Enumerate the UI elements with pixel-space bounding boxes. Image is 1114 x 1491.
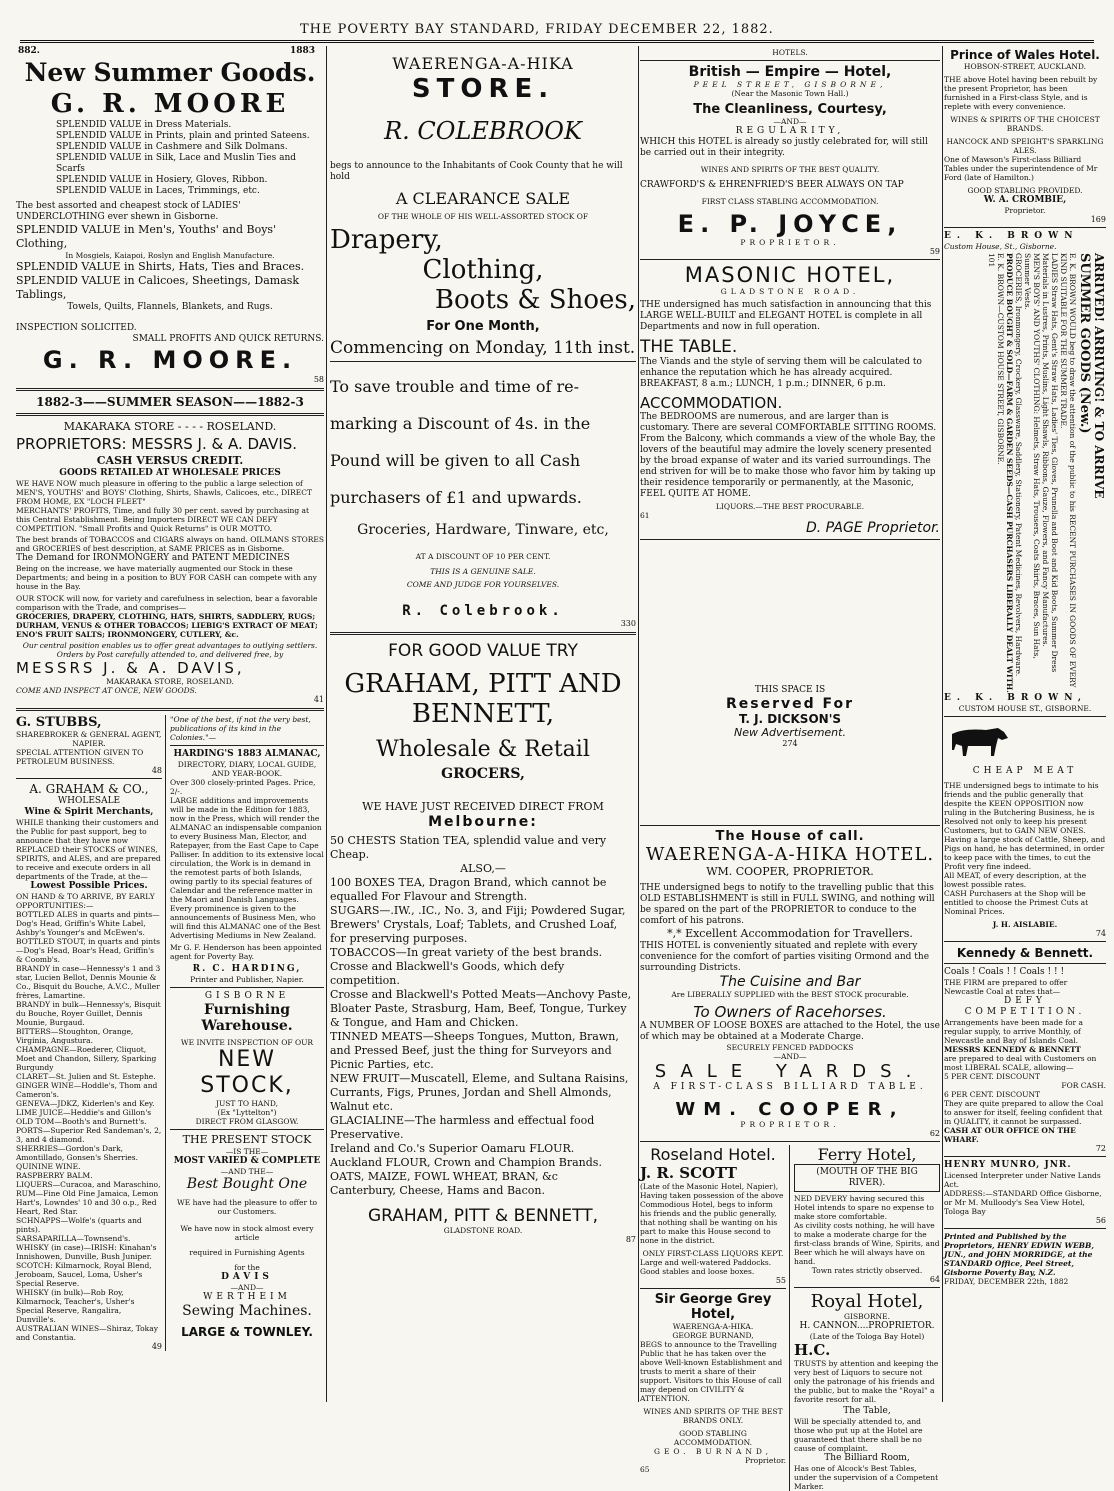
- ad-number: 55: [775, 1276, 786, 1285]
- harding-quote: "One of the best, if not the very best, publications of its kind in the Colonies."—: [170, 715, 311, 742]
- column-1: [16, 58, 324, 1402]
- list-item: RASPBERRY BALM.: [16, 1171, 93, 1180]
- ferry-mouth: (MOUTH OF THE BIG RIVER).: [794, 1164, 940, 1192]
- pow-stabling: GOOD STABLING PROVIDED.: [967, 186, 1083, 195]
- groceries-list: GROCERIES, DRAPERY, CLOTHING, HATS, SHIRTS, SADDLERY, RUGS; DURHAM, VENUS & OTHER TOBACCOS; LIEBIG'S EXTRACT OF MEAT; ENO'S FRUIT SALTS; IRONMONGERY, CUTLERY, &c.: [16, 612, 318, 639]
- melbourne: Melbourne:: [428, 814, 538, 830]
- and-1: —AND—: [773, 117, 807, 126]
- dickson: T. J. DICKSON'S: [738, 712, 842, 726]
- gpb-title: GRAHAM, PITT AND BENNETT,: [344, 669, 622, 729]
- moore-footer: G. R. MOORE.: [42, 346, 298, 374]
- graham-trade: Wine & Spirit Merchants,: [24, 807, 154, 817]
- royal-town: GISBORNE.: [844, 1312, 890, 1321]
- graham-prices: Lowest Possible Prices.: [30, 881, 148, 891]
- furn-davis: DAVIS: [221, 1272, 273, 1282]
- furn-sewing: Sewing Machines.: [182, 1303, 312, 1319]
- wholesale-retail: Wholesale & Retail: [376, 737, 590, 762]
- british-empire: British — Empire — Hotel,: [688, 64, 892, 80]
- list-item: PORTS—Superior Red Sandeman's, 2, 3, and 4 diamond.: [16, 1126, 162, 1144]
- ad-number: 101: [987, 253, 996, 268]
- cooper-proprietor: WM. COOPER, PROPRIETOR.: [706, 865, 874, 878]
- harding-body2: Every prominence is given to the announcements of Business Men, who will find this ALMANAC one of the Best Advertising Mediums in New Zealand.: [170, 904, 321, 940]
- furn-ex: (Ex "Lyttelton"): [217, 1108, 277, 1117]
- harding-body: LARGE additions and improvements will be made in the Edition for 1883, now in the Press, which will render the ALMANAC an indispensable companion to every Business Man, Elector, and Ratepayer, from the East Cape to Cape Palliser. In addition to its extensive local circulation, the Work is in demand in the remotest parts of both Islands, owing partly to its special features of Calendar and the reference matter in the Maori and Danish Languages.: [170, 796, 324, 904]
- masthead-left-number: 882.: [18, 46, 40, 56]
- the-table: THE TABLE.: [640, 337, 738, 357]
- billiard-text: Has one of Alcock's Best Tables, under the supervision of a Competent Marker.: [794, 1464, 939, 1491]
- masthead-rule: [20, 40, 1094, 43]
- kb-quality: They are quite prepared to allow the Coal to answer for itself, feeling confident that in QUALITY, it cannot be surpassed.: [944, 1099, 1104, 1126]
- coals: Coals ! Coals ! ! Coals ! ! !: [944, 967, 1065, 977]
- list-item: Crosse and Blackwell's Goods, which defy competition.: [330, 960, 565, 987]
- summer-goods-new: SUMMER GOODS (New.): [1077, 253, 1092, 434]
- list-item: GINGER WINE—Hoddle's, Thom and Cameron's.: [16, 1081, 158, 1099]
- kb-for-cash: FOR CASH.: [1061, 1081, 1106, 1090]
- celebrated: WHICH this HOTEL is already so justly celebrated for, will still be carried out in their integrity.: [640, 137, 928, 158]
- new-advertisement: New Advertisement.: [734, 726, 846, 739]
- ad-number: 64: [929, 1275, 940, 1284]
- paddocks: SECURELY FENCED PADDOCKS: [726, 1043, 854, 1052]
- sir-george-grey: Sir George Grey Hotel,: [654, 1292, 772, 1322]
- furn-present: THE PRESENT STOCK: [182, 1133, 312, 1146]
- ad-number: 274: [782, 739, 798, 748]
- royal-hotel: Royal Hotel,: [810, 1291, 924, 1312]
- list-item: QUININE WINE.: [16, 1162, 81, 1171]
- gpb-signature: GRAHAM, PITT & BENNETT,: [367, 1206, 599, 1226]
- kb-wharf: CASH AT OUR OFFICE ON THE WHARF.: [944, 1126, 1076, 1144]
- waerenga-hotel: WAERENGA-A-HIKA HOTEL.: [645, 844, 935, 865]
- henry-munro: HENRY MUNRO, JNR.: [944, 1160, 1072, 1170]
- cannon-late: (Late of the Tologa Bay Hotel): [809, 1332, 925, 1341]
- kennedy-bennett: Kennedy & Bennett.: [956, 946, 1094, 960]
- stock-note: OUR STOCK will now, for variety and carefulness in selection, bear a favorable comparison with the Trade, and comprises—: [16, 594, 318, 612]
- gpb-list: [330, 834, 636, 1198]
- column-3a: [640, 1145, 790, 1491]
- clearance-sub: OF THE WHOLE OF HIS WELL-ASSORTED STOCK OF: [377, 212, 589, 221]
- grocers: GROCERS,: [441, 766, 525, 782]
- sgg-name: GEORGE BURNAND,: [672, 1331, 754, 1340]
- harding-title: HARDING'S 1883 ALMANAC,: [173, 749, 321, 759]
- furn-new-stock: NEW STOCK,: [200, 1047, 294, 1098]
- list-item: Canterbury, Cheese, Hams and Bacon.: [330, 1184, 545, 1197]
- house-of-call: The House of call.: [715, 829, 865, 844]
- column-3: [640, 48, 940, 1491]
- ek-ladies: LADIES Straw Hats, Gent's Straw Hats, Ladies' Ties, Gloves, Prunella and Boot and Kid Boots, Summer Dress Materials in Lustres, Prints, Muslins, Light Shawls, Ribbons, Gauze, Flowers, and Fancy Manufactures.: [1041, 253, 1059, 673]
- list-item: NEW FRUIT—Muscatell, Eleme, and Sultana Raisins, Currants, Figs, Prunes, Jordan and Shell Almonds, Walnut etc.: [330, 1072, 629, 1113]
- pow-ales: HANCOCK AND SPEIGHT'S SPARKLING ALES.: [946, 137, 1104, 155]
- masonic-hotel: MASONIC HOTEL,: [684, 263, 896, 287]
- scott-text: Having taken possession of the above Commodious Hotel, begs to inform his friends and the public generally, that nothing shall be wanting on his part to make this House second to none in the district.: [640, 1191, 784, 1245]
- ad-number: 72: [1095, 1144, 1106, 1153]
- list-item: WHISKY (in bulk)—Rob Roy, Kilmarnock, Teacher's, Usher's Special Reserve, Rangalira, Dunville's.: [16, 1288, 135, 1324]
- peel-street: PEEL STREET, GISBORNE,: [693, 80, 887, 89]
- ad-number: 41: [313, 695, 324, 704]
- sgg-wines: WINES AND SPIRITS OF THE BEST BRANDS ONLY.: [643, 1407, 783, 1425]
- kb-deal: are prepared to deal with Customers on most LIBERAL SCALE, allowing—: [944, 1054, 1097, 1072]
- stubbs-town: NAPIER.: [72, 739, 106, 748]
- moore-heading: G. R. MOORE: [50, 89, 290, 119]
- list-item: GENEVA—JDKZ, Kiderlen's and Key.: [16, 1099, 155, 1108]
- graham-list: [16, 910, 162, 1342]
- furn-large-townley: LARGE & TOWNLEY.: [181, 1325, 313, 1339]
- headline-new-summer-goods: New Summer Goods.: [24, 58, 316, 87]
- list-item: RUM—Fine Old Fine Jamaica, Lemon Hart's, Lowndes' 10 and 30 o.p., Red Heart, Red Star.: [16, 1189, 159, 1216]
- furn-invite: WE INVITE INSPECTION OF OUR: [180, 1038, 314, 1047]
- list-item: 100 BOXES TEA, Dragon Brand, which cannot be equalled For Flavour and Strength.: [330, 876, 607, 903]
- harding-sub: DIRECTORY, DIARY, LOCAL GUIDE, AND YEAR-BOOK.: [177, 760, 317, 778]
- munro-address: ADDRESS:—STANDARD Office Gisborne, or Mr M. Mulloody's Sea View Hotel, Tologa Bay: [944, 1189, 1102, 1216]
- and-2: —AND—: [773, 1052, 807, 1061]
- liberally-supplied: Are LIBERALLY SUPPLIED with the BEST STOCK procurable.: [671, 990, 909, 999]
- ad-number: 65: [640, 1465, 650, 1474]
- colebrook-store: STORE.: [411, 74, 555, 104]
- ad-number: 74: [1095, 929, 1106, 938]
- cheap-meat-stock: Having a large stock of Cattle, Sheep, and Pigs on hand, he has determined, in order to keep pace with the times, to cut the Profit very fine indeed.: [944, 835, 1106, 871]
- good-value: FOR GOOD VALUE TRY: [388, 641, 578, 661]
- ad-number: 62: [929, 1129, 940, 1138]
- towels-line: Towels, Quilts, Flannels, Blankets, and Rugs.: [67, 302, 273, 312]
- cash-vs-credit: CASH VERSUS CREDIT.: [96, 454, 244, 467]
- furn-and: —AND—: [230, 1283, 264, 1292]
- furn-isthe: —IS THE—: [225, 1147, 269, 1156]
- column-1b: [170, 715, 324, 1351]
- list-item: BOTTLED ALES in quarts and pints—Dog's Head, Griffin's White Label, Ashby's Younger's and McEwen's.: [16, 910, 160, 937]
- proprietors-line: PROPRIETORS: MESSRS J. & A. DAVIS.: [16, 435, 298, 453]
- commencing: Commencing on Monday, 11th inst.: [330, 338, 636, 358]
- column-1a: [16, 715, 166, 1351]
- season-banner: 1882-3——SUMMER SEASON——1882-3: [36, 395, 304, 409]
- masthead: [0, 0, 1114, 44]
- ek-brown-bottom: E. K. BROWN,: [944, 693, 1088, 703]
- furn-wertheim: WERTHEIM: [203, 1292, 291, 1302]
- moore-list: [16, 120, 324, 197]
- ten-percent: AT A DISCOUNT OF 10 PER CENT.: [415, 552, 551, 561]
- sgg-signature: GEO. BURNAND,: [653, 1447, 773, 1456]
- list-item: 50 CHESTS Station TEA, splendid value and very Cheap.: [330, 834, 607, 861]
- cheap-meat-text: THE undersigned begs to intimate to his friends and the public generally that despite the KEEN OPPOSITION now ruling in the Butchering Business, he is Resolved not only to keep his present Customers, but to GAIN NEW ONES.: [944, 781, 1099, 835]
- boots-shoes: Boots & Shoes,: [434, 285, 636, 315]
- list-item: SCHNAPPS—Wolfe's (quarts and pints).: [16, 1216, 142, 1234]
- column-3b: [794, 1145, 940, 1491]
- column-rule: [326, 46, 327, 1402]
- list-item: Auckland FLOUR, Crown and Champion Brands.: [330, 1156, 602, 1169]
- davis-signature: MESSRS J. & A. DAVIS,: [16, 659, 245, 677]
- gpb-address: GLADSTONE ROAD.: [443, 1226, 523, 1235]
- list-item: SPLENDID VALUE in Cashmere and Silk Dolmans.: [56, 142, 288, 152]
- kb-discount-6: 6 PER CENT. DISCOUNT: [944, 1090, 1041, 1099]
- stubbs-title: SHAREBROKER & GENERAL AGENT,: [16, 730, 162, 739]
- mens-clothing-sub: In Mosgiels, Kaiapoi, Roslyn and English Manufacture.: [65, 251, 275, 260]
- list-item: BITTERS—Stoughton, Orange, Virginia, Angustura.: [16, 1027, 134, 1045]
- table-text: The Viands and the style of serving them will be calculated to enhance the reputation which he has already acquired. BREAKFAST, 8 a.m.; LUNCH, 1 p.m.; DINNER, 6 p.m.: [640, 357, 922, 389]
- ek-brown-top: E. K. BROWN: [944, 231, 1079, 241]
- received-direct: WE HAVE JUST RECEIVED DIRECT FROM: [362, 800, 604, 813]
- colebrook-signature: R. Colebrook.: [402, 603, 564, 619]
- come-and-inspect: COME AND INSPECT AT ONCE, NEW GOODS.: [16, 686, 197, 695]
- harding-pages: Over 300 closely-printed Pages. Price, 2/-.: [170, 778, 316, 796]
- ferry-text2: As civility costs nothing, he will have to make a moderate charge for the first-class brands of Wine, Spirits, and Beer which he will always have on hand.: [794, 1221, 940, 1266]
- cheap-meat-rates: All MEAT, of every description, at the lowest possible rates.: [944, 871, 1087, 889]
- stabling: FIRST CLASS STABLING ACCOMMODATION.: [701, 197, 879, 206]
- list-item: Ireland and Co.'s Superior Oamaru FLOUR.: [330, 1142, 575, 1155]
- furn-town: GISBORNE: [204, 991, 290, 1001]
- column-rule: [942, 46, 943, 1402]
- mens-clothing: SPLENDID VALUE in Men's, Youths' and Boys' Clothing,: [16, 223, 277, 250]
- come-judge: COME AND JUDGE FOR YOURSELVES.: [406, 580, 560, 589]
- hc-initials: H.C.: [794, 1341, 831, 1359]
- davis-address: MAKARAKA STORE, ROSELAND.: [106, 677, 234, 686]
- list-item: TINNED MEATS—Sheeps Tongues, Mutton, Brawn, and Pressed Beef, just the thing for Surveyors and Picnic Parties, etc.: [330, 1030, 619, 1071]
- joyce-name: E. P. JOYCE,: [677, 210, 903, 238]
- sgg-proprietor: Proprietor.: [744, 1456, 786, 1465]
- reserved-for: Reserved For: [725, 696, 855, 712]
- ek-brown-bottom-addr: CUSTOM HOUSE ST., GISBORNE.: [958, 704, 1092, 713]
- masthead-right-number: 1883: [290, 46, 316, 56]
- furn-instock: We have now in stock almost every article: [180, 1224, 314, 1242]
- sgg-stabling: GOOD STABLING ACCOMMODATION.: [673, 1429, 753, 1447]
- cleanliness: The Cleanliness, Courtesy,: [693, 102, 887, 117]
- list-item: CLARET—St. Julien and St. Estephe.: [16, 1072, 156, 1081]
- list-item: SPLENDID VALUE in Hosiery, Gloves, Ribbon.: [56, 175, 268, 185]
- stubbs-special: SPECIAL ATTENTION GIVEN TO PETROLEUM BUSINESS.: [16, 748, 144, 766]
- list-item: SPLENDID VALUE in Dress Materials.: [56, 120, 232, 130]
- near-masonic: (Near the Masonic Town Hall.): [731, 89, 849, 98]
- harding-signature: R. C. HARDING,: [192, 964, 302, 974]
- accommodation-text: The BEDROOMS are numerous, and are larger than is customary. There are several COMFORTABLE SITTING ROOMS. From the Balcony, which commands a view of the whole Bay, the lovers of the beautiful may admire the lovely scenery presented by the broad expanse of water and its varied surroundings. The end striven for will be to make those who favor him by taking up their residence temporarily or permanently, at the Masonic, FEEL QUITE AT HOME.: [640, 412, 937, 499]
- list-item: BRANDY in bulk—Hennessy's, Bisquit du Bouche, Royer Guillet, Dennis Mounie, Burgaud.: [16, 1000, 161, 1027]
- ironmongery-demand: The Demand for IRONMONGERY and PATENT MEDICINES: [16, 553, 290, 563]
- ek-brown-top-addr: Custom House, St., Gisborne.: [944, 242, 1057, 251]
- excellent-accommodation: *,* Excellent Accommodation for Travellers.: [667, 927, 913, 940]
- crombie-prop: Proprietor.: [1004, 206, 1046, 215]
- harding-agent: Mr G. F. Henderson has been appointed agent for Poverty Bay.: [170, 943, 322, 961]
- furn-forthe: for the: [234, 1263, 260, 1272]
- list-item: BRANDY in case—Hennessy's 1 and 3 star, Lucien Bellot, Dennis Mounie & Co., Bisquit du Bouche, A.V.C., Muller frères, Lamartine.: [16, 964, 161, 1000]
- ek-produce: PRODUCE BOUGHT & SOLD—FARM & GARDEN SEEDS—CASH PURCHASERS LIBERALLY DEALT WITH.: [1005, 253, 1014, 693]
- clearance-sale: A CLEARANCE SALE: [395, 189, 571, 208]
- cooper-signature: WM. COOPER,: [675, 1099, 905, 1120]
- list-item: SPLENDID VALUE in Silk, Lace and Muslin Ties and Scarfs: [56, 153, 297, 174]
- pow-text: THE above Hotel having been rebuilt by the present Proprietor, has been furnished in a First-class Style, and is replete with every convenience.: [944, 75, 1098, 111]
- ferry-hotel: Ferry Hotel,: [817, 1145, 917, 1164]
- kb-messrs: MESSRS KENNEDY & BENNETT: [944, 1045, 1081, 1054]
- inspection-solicited: INSPECTION SOLICITED.: [16, 323, 137, 333]
- wines-best: WINES AND SPIRITS OF THE BEST QUALITY.: [700, 165, 880, 174]
- list-item: AUSTRALIAN WINES—Shiraz, Tokay and Constantia.: [16, 1324, 158, 1342]
- aislabie: J. H. AISLABIE.: [992, 920, 1058, 929]
- pow-billiard: One of Mawson's First-class Billiard Tables under the superintendence of Mr Ford (late of Hamilton.): [944, 155, 1098, 182]
- column-rule: [638, 46, 639, 1402]
- royal-table-text: Will be specially attended to, and those who put up at the Hotel are guaranteed that there shall be no cause of complaint.: [794, 1417, 923, 1453]
- ad-number: 58: [313, 375, 324, 384]
- roseland-hotel: Roseland Hotel.: [650, 1145, 776, 1164]
- cannon: H. CANNON....PROPRIETOR.: [799, 1321, 935, 1331]
- column-2: [330, 48, 636, 1402]
- furn-varied: MOST VARIED & COMPLETE: [173, 1156, 321, 1166]
- ad-number: 56: [1095, 1216, 1106, 1225]
- billiard-table: A FIRST-CLASS BILLIARD TABLE.: [653, 1082, 927, 1092]
- kb-discount-5: 5 PER CENT. DISCOUNT: [944, 1072, 1041, 1081]
- merchants-profits: MERCHANTS' PROFITS, Time, and fully 30 per cent. saved by purchasing at this Central Establishment. Being Importers DIRECT WE CAN DEFY COMPETITION. "Small Profits and Quick Returns" is OUR MOTTO.: [16, 506, 309, 533]
- graham-onhand: ON HAND & TO ARRIVE, BY EARLY OPPORTUNITIES:—: [16, 892, 155, 910]
- sgg-text: BEGS to announce to the Travelling Public that he has taken over the above Well-known Establishment and trusts to merit a share of their support. Visitors to this House of call may depend on CIVILITY & ATTENTION.: [640, 1340, 783, 1403]
- furn-required: required in Furnishing Agents: [189, 1248, 305, 1257]
- furn-glasgow: DIRECT FROM GLASGOW.: [195, 1117, 299, 1126]
- ek-groceries: GROCERIES, Ironmongery, Crockery, Glassware, Saddlery, Stationery, Patent Medicines, Revolvers, Hardware.: [1014, 253, 1023, 677]
- cooper-prop: PROPRIETOR.: [740, 1120, 840, 1129]
- small-profits: SMALL PROFITS AND QUICK RETURNS.: [132, 334, 324, 344]
- ad-number: 61: [640, 511, 650, 520]
- column-4: [944, 48, 1106, 1402]
- list-item: LIME JUICE—Heddie's and Gillon's: [16, 1108, 152, 1117]
- cheap-meat: CHEAP MEAT: [972, 766, 1078, 776]
- central-position: Our central position enables us to offer great advantages to outlying settlers. Orders by Post carefully attended to, and delivered free, by: [22, 641, 318, 659]
- paddocks-2: Large and well-watered Paddocks. Good stables and loose boxes.: [640, 1258, 772, 1276]
- graham-intro: WHILE thanking their customers and the Public for past support, beg to announce that they have now REPLACED their STOCKS of WINES, SPIRITS, and ALES, and are prepared to receive and execute orders in all departments of the Trade, at the—: [16, 818, 161, 881]
- cow-icon: [944, 724, 1014, 758]
- ek-brown-rotated: [944, 253, 1106, 693]
- ek-address: E. K. BROWN—CUSTOM HOUSE STREET, GISBORNE.: [996, 253, 1005, 465]
- stubbs-name: G. STUBBS,: [16, 715, 102, 730]
- list-item: OATS, MAIZE, FOWL WHEAT, BRAN, &c: [330, 1170, 558, 1183]
- list-item: OLD TOM—Booth's and Burnett's.: [16, 1117, 147, 1126]
- furn-pleasure: WE have had the pleasure to offer to our Customers.: [177, 1198, 317, 1216]
- ad-number: 169: [1090, 215, 1106, 224]
- ad-number: 49: [151, 1342, 162, 1351]
- shirts-line: SPLENDID VALUE in Shirts, Hats, Ties and Braces.: [16, 260, 305, 273]
- sgg-place: WAERENGA-A-HIKA.: [672, 1322, 754, 1331]
- defy-competition: DEFY COMPETITION.: [964, 996, 1086, 1017]
- loose-boxes: A NUMBER OF LOOSE BOXES are attached to the Hotel, the use of which may be obtained at a Moderate Charge.: [640, 1021, 940, 1042]
- harding-printer: Printer and Publisher, Napier.: [190, 975, 304, 984]
- scott-name: J. R. SCOTT: [640, 1164, 737, 1182]
- royal-table: The Table,: [843, 1406, 891, 1416]
- ad-number: 48: [151, 766, 162, 775]
- imprint-date: FRIDAY, DECEMBER 22th, 1882: [944, 1277, 1069, 1286]
- list-item: ALSO,—: [460, 862, 506, 875]
- arrived: ARRIVED! ARRIVING! & TO ARRIVE: [1092, 253, 1106, 499]
- ek-mens: MEN'S BOYS' AND YOUTHS' CLOTHING: Helmets, Straw Hats, Trousers, Coats Shirts, Braces, Sun Hats, Summer Vests.: [1023, 253, 1041, 659]
- kb-arrangements: Arrangements have been made for a regular supply, to arrive Monthly, of Newcastle and Bay of Islands Coal.: [944, 1018, 1083, 1045]
- list-item: LIQUERS—Curacoa, and Maraschino,: [16, 1180, 161, 1189]
- tobacco-brands: The best brands of TOBACCOS and CIGARS always on hand. OILMANS STORES and GROCERIES of best description, at SAME PRICES as in Gisborne.: [16, 535, 325, 553]
- list-item: SHERRIES—Gordon's Dark, Amontillado, Gonsen's Sherries.: [16, 1144, 139, 1162]
- furn-just: JUST TO HAND,: [215, 1099, 279, 1108]
- cheap-meat-cash: CASH Purchasers at the Shop will be entitled to choose the Primest Cuts at Nominal Prices.: [944, 889, 1089, 916]
- list-item: SPLENDID VALUE in Laces, Trimmings, etc.: [56, 186, 260, 196]
- joyce-proprietor: PROPRIETOR.: [740, 238, 840, 247]
- billiard-room: The Billiard Room,: [824, 1453, 910, 1463]
- davis-intro: WE HAVE NOW much pleasure in offering to the public a large selection of MEN'S, YOUTHS' and BOYS' Clothing, Shirts, Shawls, Calicoes, etc., DIRECT FROM HOME, EX "LOCH FLEET": [16, 479, 312, 506]
- scott-late: (Late of the Masonic Hotel, Napier),: [640, 1182, 779, 1191]
- furn-andthe: —AND THE—: [220, 1167, 274, 1176]
- list-item: TOBACCOS—In great variety of the best brands.: [330, 946, 603, 959]
- ek-intro: E. K. BROWN WOULD beg to draw the attention of the public to his RECENT PURCHASES IN GOODS OF EVERY KIND SUITABLE FOR THE SUMMER TRADE.: [1059, 253, 1077, 688]
- one-month: For One Month,: [426, 319, 540, 334]
- imprint: Printed and Published by the Proprietors, HENRY EDWIN WEBB, JUN., and JOHN MORRIDGE, at the STANDARD Office, Peel Street, Gisborne Poverty Bay, N.Z.: [944, 1232, 1094, 1277]
- pow-wines: WINES & SPIRITS OF THE CHOICEST BRANDS.: [950, 115, 1100, 133]
- graham-name: A. GRAHAM & CO.,: [29, 782, 149, 796]
- list-item: SUGARS—.IW., .IC., No. 3, and Fiji; Powdered Sugar, Brewers' Crystals, Loaf; Tablets, and Crushed Loaf, for preserving purposes.: [330, 904, 626, 945]
- regularity: REGULARITY,: [735, 126, 845, 136]
- goods-retailed: GOODS RETAILED AT WHOLESALE PRICES: [59, 468, 281, 478]
- hotel-situated: THIS HOTEL is conveniently situated and replete with every convenience for the comfort of parties visiting Ormond and the surrounding Districts.: [640, 941, 930, 973]
- munro-licensed: Licensed Interpreter under Native Lands Act.: [944, 1171, 1101, 1189]
- graham-wholesale: WHOLESALE: [57, 796, 121, 806]
- underclothing-text: The best assorted and cheapest stock of LADIES' UNDERCLOTHING ever shewn in Gisborne.: [16, 201, 241, 222]
- page-proprietor: D. PAGE Proprietor.: [805, 520, 940, 536]
- list-item: BOTTLED STOUT, in quarts and pints—Dog's Head, Boar's Head, Griffin's & Coomb's.: [16, 937, 161, 964]
- colebrook-name: R. COLEBROOK: [384, 117, 582, 145]
- genuine-sale: THIS IS A GENUINE SALE.: [430, 567, 536, 576]
- ferry-town: Town rates strictly observed.: [811, 1266, 923, 1275]
- sale-yards: SALE YARDS.: [654, 1061, 926, 1082]
- masthead-title: THE POVERTY BAY STANDARD, FRIDAY DECEMBER 22, 1882.: [300, 22, 774, 37]
- makaraka-store: MAKARAKA STORE - - - - ROSELAND.: [63, 420, 277, 433]
- discount-text: To save trouble and time of re-marking a Discount of 4s. in the Pound will be given to all Cash purchasers of £1 and upwards.: [330, 377, 591, 507]
- masonic-intro: THE undersigned has much satisfaction in announcing that this LARGE WELL-BUILT and ELEGANT HOTEL is complete in all Departments and now in full operation.: [640, 300, 932, 332]
- kb-firm: THE FIRM are prepared to offer Newcastle Coal at rates that—: [944, 978, 1068, 996]
- list-item: SARSAPARILLA—Townsend's.: [16, 1234, 131, 1243]
- clothing: Clothing,: [422, 255, 544, 285]
- gladstone-road: GLADSTONE ROAD.: [720, 287, 860, 296]
- ferry-text: NED DEVERY having secured this Hotel intends to spare no expense to make store comfortable.: [794, 1194, 934, 1221]
- list-item: Crosse and Blackwell's Potted Meats—Anchovy Paste, Bloater Paste, Strasburg, Ham, Beef, Tongue, Turkey & Tongue, and Ham and Chicken.: [330, 988, 632, 1029]
- ad-number: 59: [929, 247, 940, 256]
- groceries-hardware: Groceries, Hardware, Tinware, etc,: [357, 522, 609, 538]
- ironmongery-sub: Being on the increase, we have materially augmented our Stock in these Departments; and being in a position to BUY FOR CASH can compete with any house in the Bay.: [16, 564, 317, 591]
- ad-number: 330: [620, 619, 636, 628]
- calicoes-line: SPLENDID VALUE in Calicoes, Sheetings, Damask Tablings,: [16, 274, 300, 301]
- list-item: GLACIALINE—The harmless and effectual food Preservative.: [330, 1114, 595, 1141]
- furn-title: Furnishing Warehouse.: [201, 1002, 293, 1034]
- list-item: SPLENDID VALUE in Prints, plain and printed Sateens.: [56, 131, 310, 141]
- beer-on-tap: CRAWFORD'S & EHRENFRIED'S BEER ALWAYS ON TAP: [640, 180, 904, 190]
- hotels-heading: HOTELS.: [772, 48, 808, 57]
- list-item: WHISKY (in case)—IRISH: Kinahan's Innishowen, Dunville, Bush Juniper. SCOTCH: Kilmarnock, Royal Blend, Jeroboam, Saucel, Loma, Usher's Special Reserve.: [16, 1243, 157, 1288]
- royal-text: TRUSTS by attention and keeping the very best of Liquors to secure not only the patronage of his friends and the public, but to make the "Royal" a favorite resort for all.: [794, 1359, 939, 1404]
- drapery: Drapery,: [330, 225, 443, 255]
- hobson-street: HOBSON-STREET, AUCKLAND.: [963, 62, 1087, 71]
- racehorses: To Owners of Racehorses.: [693, 1003, 887, 1021]
- first-class-liquors: ONLY FIRST-CLASS LIQUORS KEPT.: [642, 1249, 784, 1258]
- crombie: W. A. CROMBIE,: [983, 195, 1067, 205]
- liquors: LIQUORS.—THE BEST PROCURABLE.: [715, 502, 865, 511]
- cuisine-bar: The Cuisine and Bar: [719, 974, 861, 990]
- prince-of-wales: Prince of Wales Hotel.: [950, 48, 1100, 62]
- ad-number: 87: [625, 1235, 636, 1244]
- colebrook-announce: begs to announce to the Inhabitants of Cook County that he will hold: [330, 161, 623, 182]
- reserved-space: THIS SPACE IS: [754, 685, 826, 695]
- furn-best: Best Bought One: [186, 1176, 308, 1192]
- cooper-intro: THE undersigned begs to notify to the travelling public that this OLD ESTABLISHMENT is still in FULL SWING, and nothing will be spared on the part of the PROPRIETOR to conduce to the comfort of his patrons.: [640, 883, 935, 926]
- accommodation: ACCOMMODATION.: [640, 394, 783, 412]
- list-item: CHAMPAGNE—Roederer, Cliquot, Moet and Chandon, Sillery, Sparking Burgundy: [16, 1045, 157, 1072]
- colebrook-title: WAERENGA-A-HIKA: [392, 54, 574, 73]
